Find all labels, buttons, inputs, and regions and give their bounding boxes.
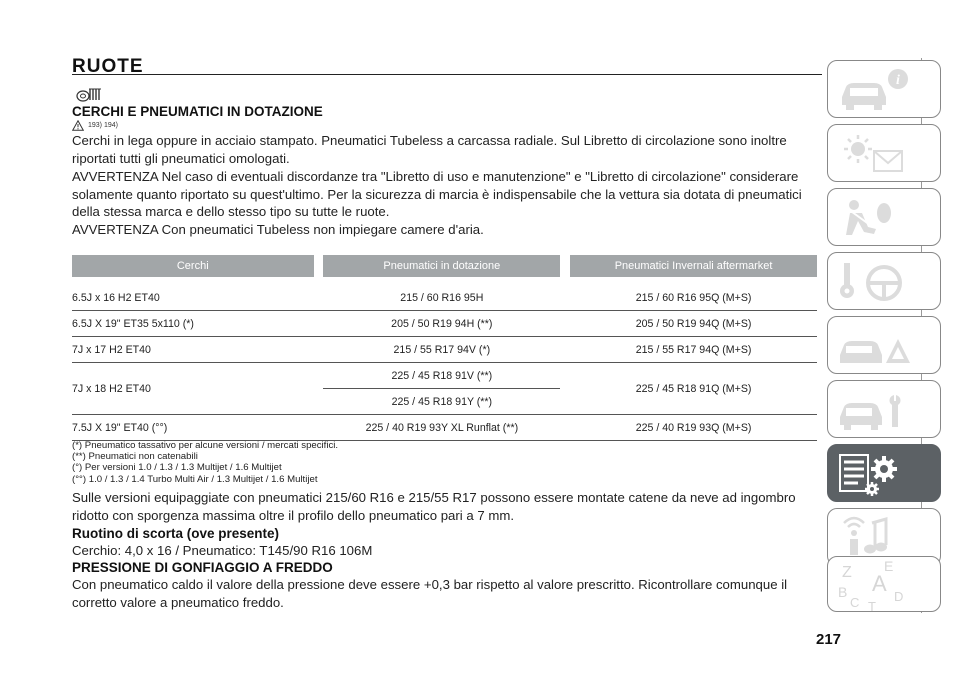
heading-spare-wheel: Ruotino di scorta (ove presente) [72,526,280,541]
paragraph-warning-documents: AVVERTENZA Nel caso di eventuali discordanze tra "Libretto di uso e manutenzione" e "Libretto di circolazione" considerare solamente quanto riportato su quest'ultimo. Per la sicurezza di marcia è indispensabile che la vettura sia dotata di pneumatici della stessa marca e dello stesso tipo su tutte le ruote. [72,169,802,220]
index-letter: T [868,599,876,613]
index-letter: C [850,595,860,610]
footnote: (**) Pneumatici non catenabili [72,451,198,463]
table-header-row [72,255,817,277]
table-row [72,415,817,441]
chapter-tab-maintenance[interactable] [827,380,941,438]
cell-rim: 7J x 18 H2 ET40 [72,363,314,415]
chapter-tab-technical-data[interactable] [827,444,941,502]
warning-triangle-icon [72,120,84,131]
index-letters-icon [828,557,941,612]
safety-airbag-icon [828,189,941,246]
chapter-tab-car-knowledge[interactable] [827,60,941,118]
cell-standard-tire: 225 / 45 R18 91V (**) [323,363,560,389]
table-row [72,363,817,389]
dashboard-lights-icon [828,125,941,182]
table-row [72,337,817,363]
index-letter: B [838,584,848,600]
cell-standard-tire: 225 / 45 R18 91Y (**) [323,389,560,415]
cell-rim: 7.5J X 19" ET40 (°°) [72,415,314,441]
header-standard-tires: Pneumatici in dotazione [323,255,560,277]
svg-text:i: i [896,73,900,88]
footnote: (°) Per versioni 1.0 / 1.3 / 1.3 Multijet / 1.6 Multijet [72,462,282,474]
cell-winter-tire: 215 / 55 R17 94Q (M+S) [570,337,817,363]
cell-winter-tire: 205 / 50 R19 94Q (M+S) [570,311,817,337]
steering-key-icon [828,253,941,310]
emergency-breakdown-icon [828,317,941,374]
heading-rims-tires: CERCHI E PNEUMATICI IN DOTAZIONE [72,104,323,119]
cell-winter-tire: 215 / 60 R16 95Q (M+S) [570,285,817,311]
table-row [72,311,817,337]
page-number: 217 [816,631,842,648]
footnote: (°°) 1.0 / 1.3 / 1.4 Turbo Multi Air / 1.3 Multijet / 1.6 Multijet [72,473,318,485]
technical-data-gear-icon [828,445,941,502]
title-rule [72,74,822,75]
warning-references [72,119,118,131]
cell-standard-tire: 225 / 40 R19 93Y XL Runflat (**) [323,415,560,441]
section-title: RUOTE [72,56,144,77]
index-letter: Z [842,564,852,581]
maintenance-wrench-icon [828,381,941,438]
paragraph-warning-tubeless: AVVERTENZA Con pneumatici Tubeless non impiegare camere d'aria. [72,222,484,237]
index-letter: A [872,571,887,596]
tires-table [72,255,817,441]
index-letter: E [884,558,894,574]
cell-standard-tire: 215 / 55 R17 94V (*) [323,337,560,363]
cell-winter-tire: 225 / 45 R18 91Q (M+S) [570,363,817,415]
heading-tire-pressure: PRESSIONE DI GONFIAGGIO A FREDDO [72,560,333,575]
footnote: (*) Pneumatico tassativo per alcune versioni / mercati specifici. [72,440,339,451]
cell-rim: 6.5J X 19" ET35 5x110 (*) [72,311,314,337]
cell-standard-tire: 215 / 60 R16 95H [323,285,560,311]
index-letter: D [894,589,904,604]
header-rims: Cerchi [72,255,314,277]
paragraph-snow-chains: Sulle versioni equipaggiate con pneumatici 215/60 R16 e 215/55 R17 possono essere montate catene da neve ad ingombro ridotto con sporgenza massima oltre il profilo dello pneumatico pari a 7 mm. [72,490,796,523]
chapter-tab-safety[interactable] [827,188,941,246]
cell-rim: 6.5J x 16 H2 ET40 [72,285,314,311]
wheel-rim-icon [74,86,104,102]
chapter-tab-index[interactable] [827,556,941,612]
paragraph-rims: Cerchi in lega oppure in acciaio stampato. Pneumatici Tubeless a carcassa radiale. Sul Libretto di circolazione sono inoltre riportati tutti gli pneumatici omologati. [72,133,787,166]
table-row [72,285,817,311]
header-winter-tires: Pneumatici Invernali aftermarket [570,255,817,277]
cell-winter-tire: 225 / 40 R19 93Q (M+S) [570,415,817,441]
car-info-icon [828,61,941,118]
cell-rim: 7J x 17 H2 ET40 [72,337,314,363]
chapter-tab-starting-driving[interactable] [827,252,941,310]
table-footnotes [72,440,338,485]
chapter-tab-dashboard[interactable] [827,124,941,182]
paragraph-tire-pressure: Con pneumatico caldo il valore della pressione deve essere +0,3 bar rispetto al valore prescritto. Ricontrollare comunque il corretto valore a pneumatico freddo. [72,577,788,610]
cell-standard-tire: 205 / 50 R19 94H (**) [323,311,560,337]
chapter-tab-emergency[interactable] [827,316,941,374]
warning-refs-text: 193) 194) [88,121,118,129]
spare-wheel-spec: Cerchio: 4,0 x 16 / Pneumatico: T145/90 R16 106M [72,543,373,558]
